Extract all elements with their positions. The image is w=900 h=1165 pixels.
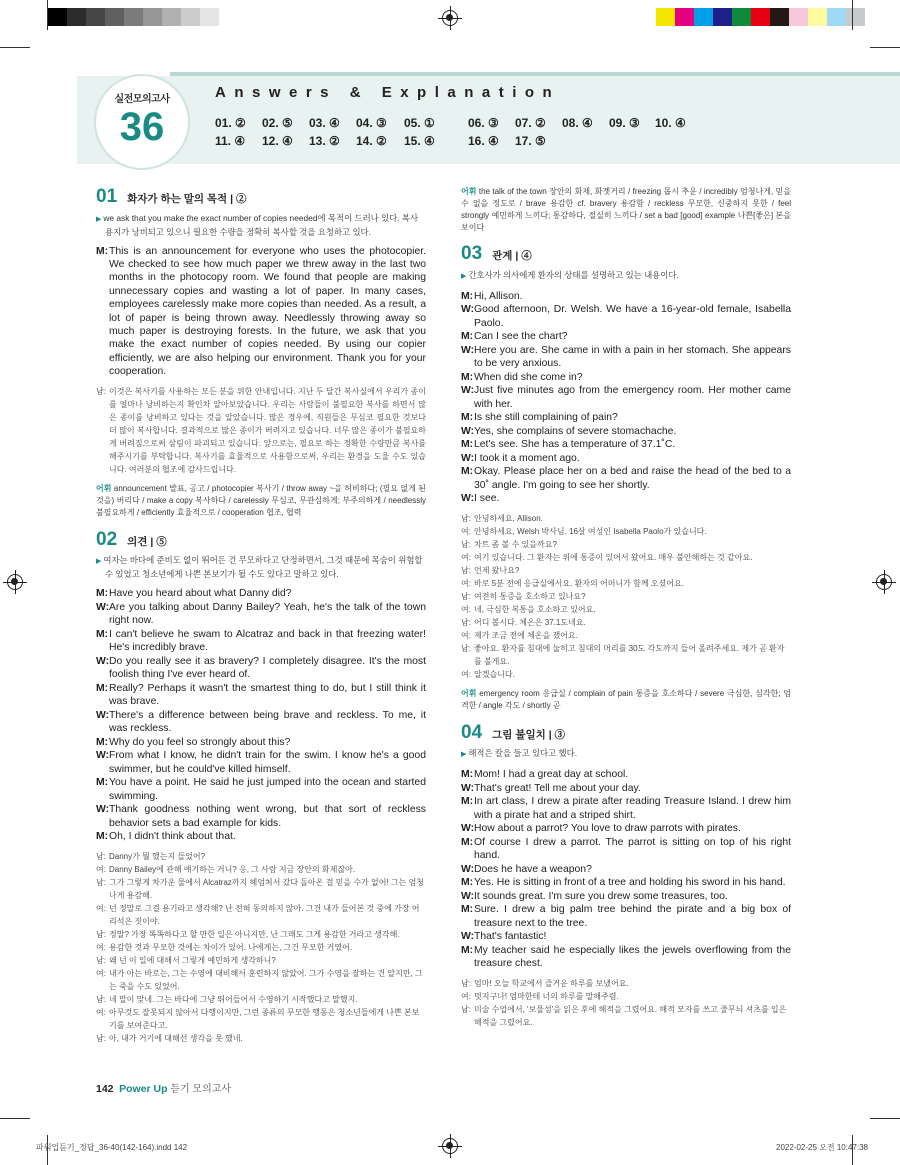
speaker: M: — [96, 245, 109, 257]
dialogue-line — [461, 930, 791, 944]
speaker: 남: — [461, 1004, 471, 1014]
dialogue-line — [96, 749, 426, 776]
speaker: W: — [461, 425, 475, 437]
speaker: M: — [96, 628, 109, 640]
dialogue-line — [96, 736, 426, 750]
speaker: 남: — [461, 978, 471, 988]
line-text: 여전히 통증을 호소하고 있나요? — [474, 591, 586, 601]
translation-line — [96, 967, 426, 993]
answer-key-item: 09. ③ — [609, 116, 640, 130]
page-number: 142 — [96, 1083, 114, 1095]
dialogue-line — [461, 876, 791, 890]
speaker: W: — [461, 493, 475, 504]
translation-line — [461, 603, 791, 616]
speaker: 여: — [461, 991, 471, 1001]
test-number-badge — [94, 74, 190, 170]
answer-key-item: 07. ② — [515, 116, 546, 130]
translation-line — [461, 629, 791, 642]
translation-line — [461, 525, 791, 538]
answer-key-item: 05. ① — [404, 116, 435, 130]
vocabulary-note — [461, 186, 791, 234]
speaker: W: — [96, 750, 110, 762]
line-text: Danny가 뭘 했는지 들었어? — [109, 851, 206, 861]
line-text: Are you talking about Danny Bailey? Yeah, he's the talk of the town right now. — [109, 601, 426, 627]
vocab-text: announcement 발표, 공고 / photocopier 복사기 / throw away ~을 허비하다; (필요 없게 된 것을) 버리다 / make a copy 복사하다 / carelessly 무심코, 무관심하게; 부주의하게 / needlessly 불필요하게 / efficiently 효율적으로 / cooperation 협조, 협력 — [96, 483, 426, 517]
speaker: 여: — [96, 968, 106, 978]
translation-line — [461, 577, 791, 590]
line-text: 아무것도 잘못되지 않아서 다행이지만, 그런 종류의 무모한 행동은 청소년들에게 나쁜 본보기를 보여준다고. — [109, 1007, 420, 1030]
speaker: M: — [96, 682, 109, 694]
speaker: 여: — [461, 630, 471, 640]
line-text: Is she still complaining of pain? — [474, 412, 618, 423]
speaker: M: — [461, 944, 474, 956]
section-heading — [96, 528, 426, 550]
registration-mark-icon — [7, 574, 23, 590]
question-type: 그림 불일치 | ③ — [492, 728, 566, 741]
dialogue-line — [96, 803, 426, 830]
translation-line — [461, 564, 791, 577]
translation-line — [461, 512, 791, 525]
dialogue-line — [461, 903, 791, 930]
dialogue-line — [461, 836, 791, 863]
line-text: Do you really see it as bravery? I completely disagree. It's the most foolish thing I've ever heard of. — [109, 655, 426, 681]
line-text: 여기 있습니다. 그 환자는 위에 통증이 있어서 왔어요. 매우 불안해하는 것 같아요. — [474, 552, 753, 562]
answer-key-item: 16. ④ — [468, 134, 499, 148]
dialogue-line — [96, 601, 426, 628]
speaker: 남: — [96, 929, 106, 939]
answer-key-row-1 — [215, 116, 775, 132]
dialogue-line — [461, 384, 791, 411]
speaker: M: — [461, 371, 474, 383]
line-text: 안녕하세요, Allison. — [474, 513, 543, 523]
speaker: 남: — [461, 539, 471, 549]
crop-mark — [870, 1118, 900, 1119]
line-text: 네 말이 맞네. 그는 바다에 그냥 뛰어들어서 수영하기 시작했다고 말했지. — [109, 994, 358, 1004]
line-text: That's fantastic! — [474, 931, 547, 942]
line-text: Yes, she complains of severe stomachache. — [474, 425, 677, 437]
line-text: 왜 넌 이 일에 대해서 그렇게 예민하게 생각하니? — [109, 955, 276, 965]
line-text: I took it a moment ago. — [474, 452, 580, 464]
korean-translation — [96, 385, 426, 476]
answer-key-item: 02. ⑤ — [262, 116, 293, 130]
color-swatch — [48, 8, 67, 26]
speaker: 남: — [96, 1033, 106, 1043]
dialogue-line — [461, 863, 791, 877]
question-number: 04 — [461, 721, 483, 743]
dialogue-line — [96, 709, 426, 736]
line-text: Yes. He is sitting in front of a tree and holding his sword in his hand. — [474, 877, 786, 888]
vocab-label: 어휘 — [461, 187, 477, 196]
speaker: 여: — [461, 578, 471, 588]
answer-key-item: 01. ② — [215, 116, 246, 130]
translation-line — [96, 1006, 426, 1032]
line-text: Really? Perhaps it wasn't the smartest thing to do, but I still think it was brave. — [109, 682, 426, 708]
speaker: 남: — [461, 617, 471, 627]
question-number: 02 — [96, 528, 118, 550]
color-swatch — [219, 8, 238, 26]
answer-key-item: 06. ③ — [468, 116, 499, 130]
page-footer — [96, 1080, 231, 1095]
speaker: W: — [461, 344, 475, 356]
speaker: M: — [461, 412, 474, 423]
crop-mark — [0, 47, 30, 48]
line-text: My teacher said he especially likes the jewels overflowing from the treasure chest. — [474, 944, 791, 969]
dialogue-line — [461, 782, 791, 796]
dialogue-line — [461, 330, 791, 344]
vocabulary-note — [461, 688, 791, 712]
line-text: 멋지구나! 엄마한테 너의 하루를 말해주렴. — [474, 991, 619, 1001]
speaker: 남: — [461, 513, 471, 523]
section-heading — [461, 721, 791, 743]
answer-key-item: 14. ② — [356, 134, 387, 148]
speaker: M: — [461, 290, 474, 302]
speaker: 남: — [461, 591, 471, 601]
dialogue-line — [96, 682, 426, 709]
line-text: 아, 내가 거기에 대해선 생각을 못 했네. — [109, 1033, 243, 1043]
section-heading — [96, 186, 426, 207]
translation-line — [461, 1003, 791, 1029]
speaker: 남: — [96, 386, 106, 396]
translation-line — [96, 1032, 426, 1045]
answer-key-row-2 — [215, 134, 775, 150]
crop-mark — [870, 47, 900, 48]
translation-line — [96, 863, 426, 876]
dialogue-line — [461, 290, 791, 304]
vocab-text: emergency room 응급실 / complain of pain 통증을 호소하다 / severe 극심한, 심각한; 엄격한 / angle 각도 / shortly 곧 — [461, 688, 791, 710]
color-swatch — [143, 8, 162, 26]
line-text: Okay. Please place her on a bed and raise the head of the bed to a 30˚ angle. I'm going to see her shortly. — [474, 466, 791, 491]
answer-point: ▶ 간호사가 의사에게 환자의 상태를 설명하고 있는 내용이다. — [461, 269, 791, 283]
dialogue-line — [461, 492, 791, 506]
question-number: 01 — [96, 186, 118, 207]
line-text: From what I know, he didn't train for the swim. I know he's a good swimmer, but he could've killed himself. — [109, 750, 426, 775]
line-text: 좋아요. 환자를 침대에 눕히고 침대의 머리를 30도 각도까지 들어 올려주세요. 제가 곧 환자를 볼게요. — [474, 643, 785, 666]
answer-key-item: 04. ③ — [356, 116, 387, 130]
speaker: W: — [461, 782, 475, 794]
dialogue — [96, 587, 426, 844]
translation-text: 이것은 복사기를 사용하는 모든 분을 위한 안내입니다. 지난 두 달간 복사실에서 우리가 종이를 얼마나 낭비하는지 확인차 알아보았습니다. 우리는 사람들이 불필요한 복사를 하면서 많은 종이를 낭비하고 있다는 것을 알았습니다. 많은 경우에, 직원들은 무심코 필요한 것보다 더 많이 복사합니다. 결과적으로 많은 종이가 버려지고 있습니다. 너무 많은 종이가 불필요하게 버려짐으로써 삼림이 파괴되고 있습니다. 앞으로는, 필요로 하는 정확한 수량만큼 복사를 해주시기를 부탁합니다. 복사기를 효율적으로 사용함으로써, 우리는 환경을 도울 수도 있습니다. 여러분의 협조에 감사드립니다. — [109, 386, 426, 474]
dialogue-line — [96, 830, 426, 844]
translation-line — [96, 902, 426, 928]
color-swatch — [732, 8, 751, 26]
speaker: 여: — [461, 604, 471, 614]
line-text: Of course I drew a parrot. The parrot is sitting on top of his right hand. — [474, 836, 791, 861]
translation-line — [96, 876, 426, 902]
process-color-bar — [656, 8, 865, 26]
line-text: 알겠습니다. — [474, 669, 515, 679]
line-text: Why do you feel so strongly about this? — [109, 736, 291, 748]
speaker: M: — [96, 736, 109, 748]
color-swatch — [713, 8, 732, 26]
speaker: W: — [96, 601, 110, 613]
speaker: 여: — [96, 1007, 106, 1017]
speaker: M: — [461, 836, 474, 848]
line-text: How about a parrot? You love to draw parrots with pirates. — [474, 823, 741, 834]
left-column — [96, 186, 426, 1045]
crop-mark — [47, 0, 48, 30]
registration-mark-icon — [442, 10, 458, 26]
line-text: 정말? 가장 똑똑하다고 할 만한 일은 아니지만, 난 그래도 그게 용감한 거라고 생각해. — [109, 929, 400, 939]
line-text: Let's see. She has a temperature of 37.1˚C. — [474, 439, 676, 450]
translation-line — [461, 990, 791, 1003]
dialogue-line — [96, 655, 426, 682]
speaker: W: — [461, 823, 475, 834]
answer-key-item: 08. ④ — [562, 116, 593, 130]
speaker: W: — [96, 655, 110, 667]
dialogue-line — [96, 628, 426, 655]
script-text: This is an announcement for everyone who uses the photocopier. We checked to see how much paper we threw away in the last two months in the photocopy room. We found that people are making unnecessary copies and wasting a lot of paper. In many cases, employees carelessly make more copies than needed. As a result, a lot of paper is being thrown away. Needlessly throwing away so much paper is destroying forests. In the future, we ask that you make the exact number of copies needed. By using our copier efficiently, we are also helping our environment. Thank you for your cooperation. — [109, 245, 426, 378]
line-text: 넌 정말로 그걸 용기라고 생각해? 난 전혀 동의하지 않아. 그건 내가 들어본 것 중에 가장 어리석은 짓이야. — [109, 903, 420, 926]
vocab-label: 어휘 — [96, 483, 112, 493]
color-swatch — [751, 8, 770, 26]
translation-line — [461, 668, 791, 681]
translation-line — [461, 590, 791, 603]
speaker: 남: — [96, 955, 106, 965]
color-swatch — [656, 8, 675, 26]
dialogue-line — [461, 465, 791, 492]
speaker: 여: — [461, 669, 471, 679]
section-heading — [461, 243, 791, 264]
speaker: M: — [461, 769, 474, 780]
speaker: 남: — [461, 643, 471, 653]
dialogue-line — [461, 452, 791, 466]
color-swatch — [694, 8, 713, 26]
answer-point: ▶ 해적은 칼을 들고 있다고 했다. — [461, 747, 791, 761]
color-swatch — [86, 8, 105, 26]
line-text: You have a point. He said he just jumped into the ocean and started swimming. — [109, 777, 426, 802]
line-text: That's great! Tell me about your day. — [474, 782, 641, 794]
print-slug-file: 파워업듣기_정답_36-40(142-164).indd 142 — [36, 1143, 188, 1152]
korean-translation — [461, 512, 791, 681]
color-swatch — [846, 8, 865, 26]
answer-key-item: 12. ④ — [262, 134, 293, 148]
speaker: 여: — [461, 526, 471, 536]
speaker: W: — [461, 385, 475, 396]
speaker: 남: — [96, 877, 106, 887]
line-text: 용감한 것과 무모한 것에는 차이가 있어. 나에게는, 그건 무모한 거였어. — [109, 942, 353, 952]
line-text: Oh, I didn't think about that. — [109, 831, 236, 843]
speaker: 남: — [96, 994, 106, 1004]
line-text: Good afternoon, Dr. Welsh. We have a 16-year-old female, Isabella Paolo. — [474, 304, 791, 329]
dialogue — [461, 290, 791, 506]
line-text: 그가 그렇게 차가운 물에서 Alcatraz까지 헤엄쳐서 갔다 돌아온 걸 믿을 수가 없어! 그는 엄청나게 용감해. — [109, 877, 425, 900]
speaker: 남: — [461, 565, 471, 575]
dialogue-line — [461, 344, 791, 371]
line-text: In art class, I drew a pirate after reading Treasure Island. I drew him with a pirate hat and a striped shirt. — [474, 796, 791, 821]
line-text: 미술 수업에서, '보물섬'을 읽은 후에 해적을 그렸어요. 해적 모자를 쓰고 줄무늬 셔츠를 입은 해적을 그렸어요. — [474, 1004, 787, 1027]
line-text: 언제 왔나요? — [474, 565, 520, 575]
speaker: M: — [461, 331, 474, 342]
speaker: M: — [461, 877, 474, 888]
color-swatch — [162, 8, 181, 26]
translation-line — [96, 954, 426, 967]
line-text: I can't believe he swam to Alcatraz and back in that freezing water! He's incredibly brave. — [109, 628, 426, 654]
line-text: Here you are. She came in with a pain in her stomach. She appears to be very anxious. — [474, 344, 791, 369]
line-text: Sure. I drew a big palm tree behind the pirate and a big box of treasure next to the tree. — [474, 904, 791, 929]
registration-mark-icon — [442, 1138, 458, 1154]
color-swatch — [181, 8, 200, 26]
speaker: M: — [96, 588, 109, 600]
line-text: 차트 좀 볼 수 있을까요? — [474, 539, 557, 549]
dialogue-line — [461, 371, 791, 385]
answer-key-item: 15. ④ — [404, 134, 435, 148]
speaker: W: — [461, 452, 475, 464]
dialogue-line — [96, 587, 426, 601]
speaker: 여: — [96, 903, 106, 913]
translation-line — [96, 993, 426, 1006]
line-text: Have you heard about what Danny did? — [109, 588, 292, 600]
question-type: 화자가 하는 말의 목적 | ② — [127, 193, 247, 205]
color-swatch — [67, 8, 86, 26]
speaker: 여: — [96, 864, 106, 874]
dialogue-line — [461, 944, 791, 971]
translation-line — [461, 977, 791, 990]
dialogue-line — [461, 303, 791, 330]
vocabulary-note — [96, 483, 426, 519]
speaker: 여: — [461, 552, 471, 562]
answer-point: ▶ 여자는 바다에 준비도 없이 뛰어든 건 무모하다고 단정하면서, 그것 때문에 목숨이 위험할 수 있었고 청소년에게 나쁜 본보기가 될 수도 있다고 말하고 있다. — [96, 554, 426, 580]
question-type: 관계 | ④ — [492, 250, 532, 262]
speaker: W: — [461, 931, 475, 942]
print-slug-date: 2022-02-25 오전 10:47:38 — [776, 1143, 868, 1152]
dialogue-line — [461, 795, 791, 822]
speaker: W: — [461, 304, 475, 315]
translation-line — [96, 941, 426, 954]
answer-key-item: 11. ④ — [215, 134, 246, 148]
line-text: 바로 5분 전에 응급실에서요. 환자의 어머니가 함께 오셨어요. — [474, 578, 684, 588]
line-text: Danny Bailey에 관해 얘기하는 거니? 응, 그 사람 지금 장안의 화제잖아. — [109, 864, 356, 874]
line-text: Thank goodness nothing went wrong, but that sort of reckless behavior sets a bad example for kids. — [109, 804, 426, 829]
right-column — [461, 186, 791, 1029]
line-text: 어디 봅시다. 체온은 37.1도네요. — [474, 617, 586, 627]
book-subtitle: 듣기 모의고사 — [170, 1084, 232, 1095]
speaker: M: — [96, 777, 109, 789]
speaker: M: — [461, 796, 474, 807]
book-title: Power Up — [119, 1083, 168, 1095]
translation-line — [461, 642, 791, 668]
registration-mark-icon — [876, 574, 892, 590]
page-title: Answers & Explanation — [215, 84, 561, 101]
line-text: Mom! I had a great day at school. — [474, 769, 629, 780]
answer-key-item: 03. ④ — [309, 116, 340, 130]
speaker: 여: — [96, 942, 106, 952]
dialogue — [461, 768, 791, 971]
dialogue-line — [461, 438, 791, 452]
translation-line — [461, 538, 791, 551]
color-swatch — [675, 8, 694, 26]
speaker: W: — [96, 709, 110, 721]
crop-mark — [852, 0, 853, 30]
answer-key-item: 17. ⑤ — [515, 134, 546, 148]
line-text: It sounds great. I'm sure you drew some treasures, too. — [474, 890, 728, 902]
answer-key-item: 10. ④ — [655, 116, 686, 130]
vocab-text: the talk of the town 장안의 화제, 화젯거리 / freezing 몹시 추운 / incredibly 엄청나게, 믿을 수 없을 정도로 / brave 용감한 cf. bravery 용감함 / reckless 무모한, 신중하지 못한 / feel strongly 예민하게 느끼다; 통감하다, 절실히 느끼다 / set a bad [good] example 나쁜[좋은] 본을 보이다 — [461, 187, 792, 232]
gray-color-bar — [48, 8, 238, 26]
color-swatch — [808, 8, 827, 26]
line-text: Does he have a weapon? — [474, 863, 592, 875]
dialogue-line — [461, 768, 791, 782]
speaker: M: — [461, 439, 474, 450]
badge-label: 실전모의고사 — [114, 94, 170, 105]
dialogue-line — [96, 776, 426, 803]
line-text: 네, 극심한 복통을 호소하고 있어요. — [474, 604, 596, 614]
translation-line — [96, 928, 426, 941]
question-number: 03 — [461, 243, 483, 264]
speaker: W: — [461, 863, 475, 875]
line-text: When did she come in? — [474, 371, 583, 383]
badge-number: 36 — [119, 105, 165, 149]
vocab-label: 어휘 — [461, 688, 477, 698]
line-text: 안녕하세요, Welsh 박사님. 16살 여성인 Isabella Paolo가 있습니다. — [474, 526, 707, 536]
color-swatch — [770, 8, 789, 26]
line-text: I see. — [474, 493, 500, 504]
question-type: 의견 | ⑤ — [127, 535, 167, 548]
speaker: M: — [96, 831, 109, 843]
korean-translation — [96, 850, 426, 1045]
answer-key-item: 13. ② — [309, 134, 340, 148]
color-swatch — [200, 8, 219, 26]
translation-line — [461, 616, 791, 629]
speaker: W: — [461, 890, 475, 902]
color-swatch — [789, 8, 808, 26]
dialogue-line — [461, 890, 791, 904]
color-swatch — [105, 8, 124, 26]
answer-point: ▶ we ask that you make the exact number of copies needed에 목적이 드러나 있다. 복사용지가 낭비되고 있으니 필요한 수량을 정확히 복사할 것을 요청하고 있다. — [96, 212, 426, 238]
line-text: 내가 아는 바로는, 그는 수영에 대비해서 훈련하지 않았어. 그가 수영을 잘하는 건 알지만, 그는 죽을 수도 있었어. — [109, 968, 423, 991]
translation-line — [461, 551, 791, 564]
dialogue-line — [461, 425, 791, 439]
speaker: M: — [461, 466, 474, 477]
dialogue-line — [96, 245, 426, 379]
line-text: There's a difference between being brave and reckless. To me, it was reckless. — [109, 709, 426, 735]
speaker: W: — [96, 804, 110, 816]
line-text: Just five minutes ago from the emergency room. Her mother came with her. — [474, 385, 791, 410]
dialogue-line — [461, 822, 791, 836]
line-text: 제가 조금 전에 체온을 쟀어요. — [474, 630, 578, 640]
line-text: Hi, Allison. — [474, 290, 523, 302]
line-text: Can I see the chart? — [474, 331, 568, 342]
korean-translation — [461, 977, 791, 1029]
speaker: 남: — [96, 851, 106, 861]
dialogue-line — [461, 411, 791, 425]
crop-mark — [0, 1118, 30, 1119]
translation-line — [96, 850, 426, 863]
color-swatch — [124, 8, 143, 26]
color-swatch — [827, 8, 846, 26]
line-text: 엄마! 오늘 학교에서 즐거운 하루를 보냈어요. — [474, 978, 629, 988]
speaker: M: — [461, 904, 474, 915]
